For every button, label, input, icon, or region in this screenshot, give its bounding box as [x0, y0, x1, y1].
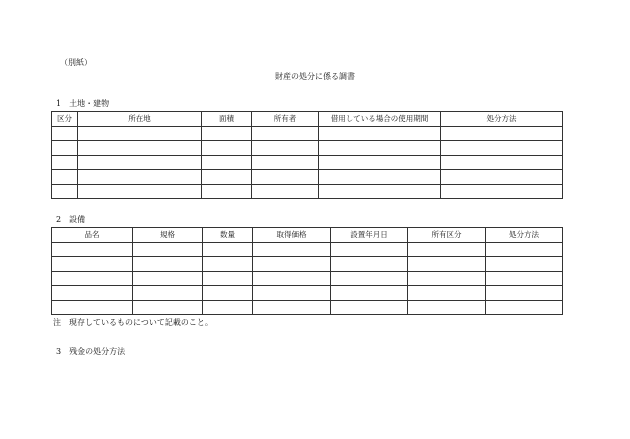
section-2-heading: 2 設備 [56, 215, 86, 224]
table-cell [441, 141, 563, 156]
table-row [52, 141, 563, 156]
table-cell [331, 286, 408, 301]
column-header: 設置年月日 [331, 228, 408, 243]
table-cell [408, 300, 486, 315]
section-3-heading: 3 残金の処分方法 [56, 347, 126, 356]
table-row [52, 257, 563, 272]
table-cell [441, 170, 563, 185]
table-cell [319, 155, 441, 170]
column-header: 取得価格 [253, 228, 331, 243]
table-cell [202, 155, 252, 170]
table-cell [408, 286, 486, 301]
table-cell [133, 300, 203, 315]
column-header: 処分方法 [441, 112, 563, 127]
table-cell [331, 257, 408, 272]
table-row [52, 271, 563, 286]
table-cell [52, 271, 133, 286]
table-cell [486, 257, 563, 272]
table-cell [253, 242, 331, 257]
table-cell [52, 242, 133, 257]
table-header-row [52, 112, 563, 127]
table-cell [319, 126, 441, 141]
table-row [52, 170, 563, 185]
table-cell [331, 242, 408, 257]
table-cell [486, 242, 563, 257]
table-cell [203, 286, 253, 301]
table-cell [52, 184, 78, 199]
table-cell [78, 155, 202, 170]
table-cell [319, 170, 441, 185]
table-row [52, 155, 563, 170]
table-cell [486, 300, 563, 315]
column-header: 数量 [203, 228, 253, 243]
table-cell [486, 271, 563, 286]
table-cell [78, 141, 202, 156]
table-cell [252, 184, 319, 199]
table-cell [441, 155, 563, 170]
table-cell [52, 257, 133, 272]
table-cell [441, 184, 563, 199]
table-cell [52, 170, 78, 185]
table-cell [78, 170, 202, 185]
table-cell [52, 155, 78, 170]
table-header-row [52, 228, 563, 243]
table-cell [52, 300, 133, 315]
table-cell [133, 271, 203, 286]
table-row [52, 300, 563, 315]
table-cell [52, 141, 78, 156]
table-cell [133, 286, 203, 301]
table-cell [202, 184, 252, 199]
table-cell [78, 184, 202, 199]
table-cell [331, 300, 408, 315]
table-cell [441, 126, 563, 141]
land-building-table [51, 111, 563, 199]
column-header: 区分 [52, 112, 78, 127]
column-header: 借用している場合の使用期間 [319, 112, 441, 127]
table-cell [52, 286, 133, 301]
table-cell [408, 242, 486, 257]
table-cell [203, 257, 253, 272]
table-cell [203, 242, 253, 257]
table-cell [133, 242, 203, 257]
table-cell [253, 286, 331, 301]
table-row [52, 242, 563, 257]
column-header: 処分方法 [486, 228, 563, 243]
table-cell [253, 257, 331, 272]
table-cell [202, 170, 252, 185]
table-cell [52, 126, 78, 141]
table-cell [252, 170, 319, 185]
table-row [52, 184, 563, 199]
table-row [52, 286, 563, 301]
table-cell [253, 271, 331, 286]
equipment-note: 注 現存しているものについて記載のこと。 [53, 318, 213, 327]
column-header: 所有区分 [408, 228, 486, 243]
table-cell [252, 155, 319, 170]
column-header: 面積 [202, 112, 252, 127]
table-cell [408, 257, 486, 272]
table-cell [408, 271, 486, 286]
table-cell [202, 141, 252, 156]
column-header: 規格 [133, 228, 203, 243]
table-cell [203, 271, 253, 286]
equipment-table [51, 227, 563, 315]
column-header: 品名 [52, 228, 133, 243]
table-cell [319, 184, 441, 199]
column-header: 所在地 [78, 112, 202, 127]
table-cell [252, 126, 319, 141]
column-header: 所有者 [252, 112, 319, 127]
table-cell [253, 300, 331, 315]
attachment-label: （別紙） [60, 58, 92, 67]
table-cell [202, 126, 252, 141]
table-cell [78, 126, 202, 141]
table-cell [252, 141, 319, 156]
table-cell [133, 257, 203, 272]
table-cell [203, 300, 253, 315]
table-cell [331, 271, 408, 286]
table-cell [319, 141, 441, 156]
document-title: 財産の処分に係る調書 [275, 72, 355, 81]
table-row [52, 126, 563, 141]
section-1-heading: 1 土地・建物 [56, 99, 110, 108]
table-cell [486, 286, 563, 301]
